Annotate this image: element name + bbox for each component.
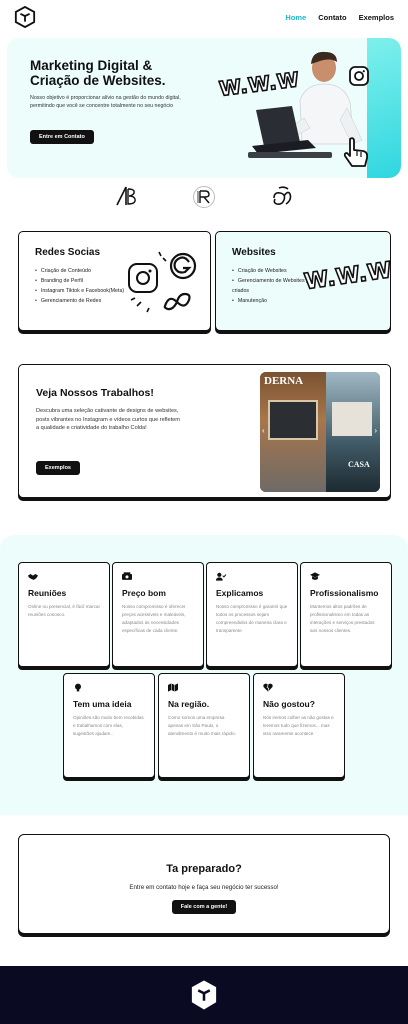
map-icon [168, 683, 178, 692]
feature-description: Online ou presencial, é fácil marcar reuniões conosco. [28, 604, 101, 618]
hero-www-text: W.W.W [217, 67, 301, 101]
feature-card-meetings [18, 562, 110, 667]
carousel-next-icon[interactable]: › [374, 426, 377, 435]
websites-www-text: W.W.W [302, 257, 394, 296]
feature-title: Não gostou? [263, 699, 315, 709]
feature-description: Nosso compromisso é oferecer preços acessíveis e maleáveis, adaptados às necessidades específicas de cada cliente. [122, 604, 186, 634]
feature-title: Na região. [168, 699, 210, 709]
graduation-cap-icon [310, 572, 320, 581]
handshake-icon [28, 572, 38, 581]
client-logos-row [0, 182, 408, 212]
portfolio-preview-image [260, 372, 380, 492]
service-card-list [35, 266, 125, 306]
feature-description: Nosso compromisso é garantir que todos os processos sejam compreendidos de maneira clara e transparente [216, 604, 288, 634]
carousel-prev-icon[interactable]: ‹ [262, 426, 265, 435]
nav-contact-link[interactable]: Contato [318, 12, 347, 22]
feature-title: Reuniões [28, 588, 67, 598]
feature-card-idea [63, 673, 155, 778]
service-card-title: Redes Socias [35, 247, 101, 258]
service-card-title: Websites [232, 247, 276, 258]
pointer-hand-icon [341, 136, 371, 168]
social-icons-illustration [123, 248, 207, 320]
list-item: • Manutenção [232, 296, 314, 306]
list-item: • Criação de Websites [232, 266, 314, 276]
list-item: • Instagram Tiktok e Facebook(Meta) [35, 286, 125, 296]
service-card-social [18, 231, 211, 331]
google-icon [171, 254, 195, 278]
instagram-icon [129, 264, 157, 292]
site-footer [0, 966, 408, 1024]
user-check-icon [216, 572, 226, 581]
portfolio-image-text: CASA [348, 460, 370, 469]
feature-card-explain [206, 562, 298, 667]
cta-section [18, 834, 390, 934]
lightbulb-icon [73, 683, 83, 692]
meta-icon [165, 294, 190, 309]
portfolio-card [18, 364, 391, 498]
main-nav [285, 13, 394, 22]
hero-title: Marketing Digital & Criação de Websites. [30, 58, 166, 89]
hero-description: Nosso objetivo é proporcionar alívio na gestão do mundo digital, permitindo que você se concentre totalmente no seu negócio [30, 95, 181, 110]
money-icon [122, 572, 132, 581]
feature-card-price [112, 562, 204, 667]
feature-description: Mantemos altos padrões de profissionalismo em todas as interações e serviços prestados aos nossos clientes. [310, 604, 375, 634]
instagram-icon [349, 66, 369, 86]
client-logo-script-icon [270, 186, 294, 208]
site-header [0, 0, 408, 34]
list-item: • Gerenciamento de Redes [35, 296, 125, 306]
nav-home-link[interactable]: Home [285, 12, 307, 22]
feature-card-professional [300, 562, 392, 667]
cta-title: Ta preparado? [166, 863, 242, 875]
portfolio-title: Veja Nossos Trabalhos! [36, 387, 154, 399]
feature-description: Como somos uma empresa apenas em São Paulo, o atendimento é muito mais rápido. [168, 715, 236, 737]
feature-description: Opiniões são muito bem recebidas e trabalhamos com elas, sugestões ajudam.. [73, 715, 144, 737]
client-logo-ab-icon [114, 185, 140, 207]
list-item: • Gerenciamento de Websites já criados [232, 276, 314, 296]
hero-section [7, 38, 401, 178]
portfolio-image-text: DERNA [264, 375, 304, 387]
feature-card-region [158, 673, 250, 778]
feature-title: Tem uma ideia [73, 699, 132, 709]
feature-title: Profissionalismo [310, 588, 379, 598]
list-item: • Branding de Perfil [35, 276, 125, 286]
brand-logo-icon[interactable] [14, 6, 36, 28]
broken-heart-icon [263, 683, 273, 692]
service-card-list [232, 266, 314, 306]
service-card-websites [215, 231, 394, 331]
feature-card-satisfaction [253, 673, 345, 778]
footer-logo-icon[interactable] [190, 980, 218, 1010]
feature-title: Explicamos [216, 588, 264, 598]
cta-contact-button[interactable]: Fale com a gente! [172, 900, 236, 914]
list-item: • Criação de Conteúdo [35, 266, 125, 276]
feature-title: Preço bom [122, 588, 166, 598]
feature-description: Nós iremos colher as não gostas e teremos tudo que fizemos... mas isso raramente acontece. [263, 715, 334, 737]
portfolio-description: Descubra uma seleção cativante de designs de websites, posts vibrantes no Instagram e vídeos curtos que refletem a qualidade e criatividade do trabalho Colda! [36, 408, 180, 432]
nav-examples-link[interactable]: Exemplos [358, 12, 394, 22]
cta-subtitle: Entre em contato hoje e faça seu negócio ter sucesso! [129, 884, 279, 891]
client-logo-r-icon [192, 185, 216, 209]
hero-contact-button[interactable]: Entre em Contato [30, 130, 94, 144]
examples-button[interactable]: Exemplos [36, 461, 80, 475]
